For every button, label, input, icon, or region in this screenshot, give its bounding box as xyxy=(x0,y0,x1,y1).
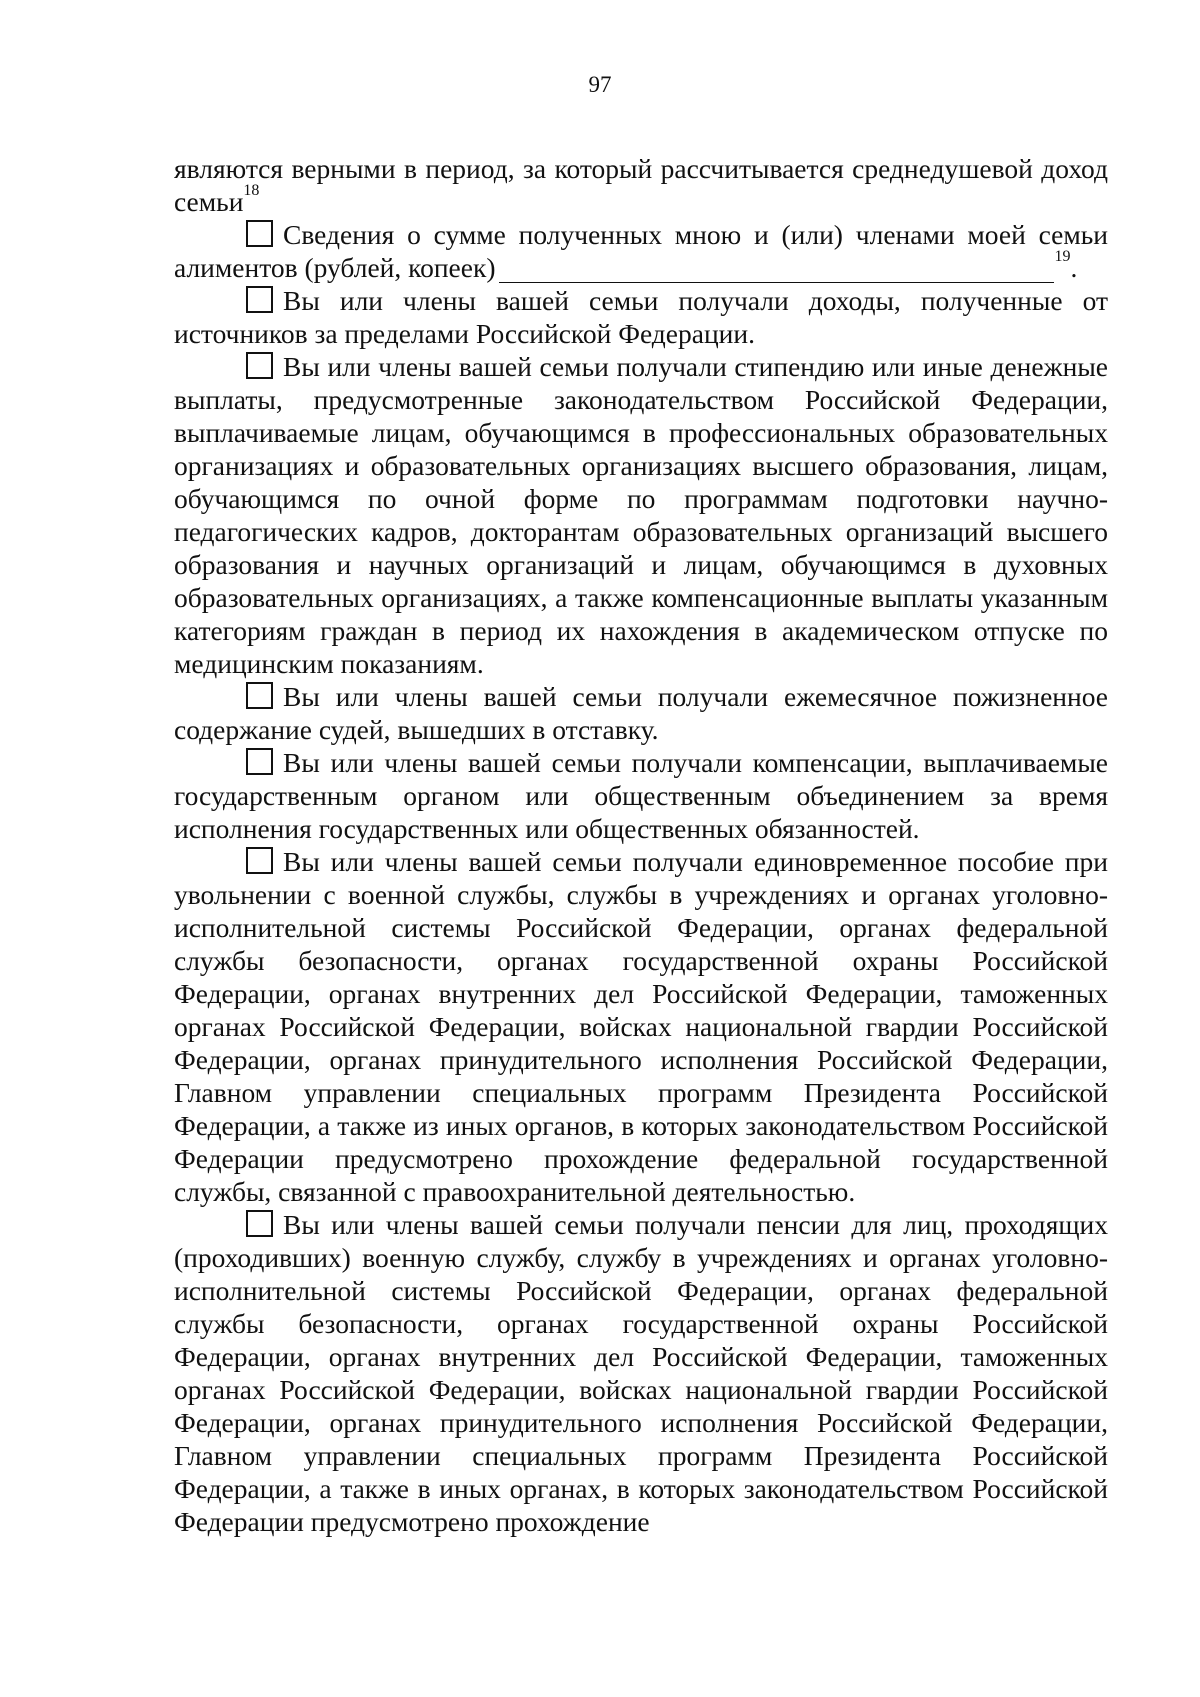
document-body xyxy=(174,152,1108,1538)
page-number: 97 xyxy=(588,72,612,97)
footnote-ref: 18 xyxy=(243,182,260,199)
paragraph-text: являются верными в период, за который рассчитывается среднедушевой доход семьи xyxy=(174,153,1108,217)
pension-checkbox[interactable] xyxy=(246,1210,273,1237)
paragraph-text: Вы или члены вашей семьи получали ежемесячное пожизненное содержание судей, вышедших в отставку. xyxy=(174,681,1108,745)
foreign-income-checkbox[interactable] xyxy=(246,286,273,313)
paragraph-text: Вы или члены вашей семьи получали доходы, полученные от источников за пределами Российской Федерации. xyxy=(174,285,1108,349)
stipend-checkbox[interactable] xyxy=(246,352,273,379)
paragraph-text: Вы или члены вашей семьи получали пенсии для лиц, проходящих (проходивших) военную службу, службу в учреждениях и органах уголовно-исполнительной системы Российской Федерации, органах федеральной службы безопасности, органах государственной охраны Российской Федерации, органах внутренних дел Российской Федерации, таможенных органах Российской Федерации, войсках национальной гвардии Российской Федерации, органах принудительного исполнения Российской Федерации, Главном управлении специальных программ Президента Российской Федерации, а также в иных органах, в которых законодательством Российской Федерации предусмотрено прохождение xyxy=(174,1209,1108,1537)
compensation-checkbox[interactable] xyxy=(246,748,273,775)
paragraph-alimony xyxy=(174,218,1108,284)
paragraph-text: Сведения о сумме полученных мною и (или) членами моей семьи алиментов (рублей, копеек) xyxy=(174,219,1108,283)
paragraph-text: Вы или члены вашей семьи получали единовременное пособие при увольнении с военной службы, службы в учреждениях и органах уголовно-исполнительной системы Российской Федерации, органах федеральной службы безопасности, органах государственной охраны Российской Федерации, органах внутренних дел Российской Федерации, таможенных органах Российской Федерации, войсках национальной гвардии Российской Федерации, органах принудительного исполнения Российской Федерации, Главном управлении специальных программ Президента Российской Федерации, а также из иных органов, в которых законодательством Российской Федерации предусмотрено прохождение федеральной государственной службы, связанной с правоохранительной деятельностью. xyxy=(174,846,1108,1207)
footnote-ref: 19 xyxy=(1054,248,1071,265)
alimony-amount-field[interactable] xyxy=(499,258,1054,283)
paragraph-text: Вы или члены вашей семьи получали стипендию или иные денежные выплаты, предусмотренные законодательством Российской Федерации, выплачиваемые лицам, обучающимся в профессиональных образовательных организациях и образовательных организациях высшего образования, лицам, обучающимся по очной форме по программам подготовки научно-педагогических кадров, докторантам образовательных организаций высшего образования и научных организаций и лицам, обучающимся в духовных образовательных организациях, а также компенсационные выплаты указанным категориям граждан в период их нахождения в академическом отпуске по медицинским показаниям. xyxy=(174,351,1108,679)
paragraph-judge-allowance xyxy=(174,680,1108,746)
paragraph-foreign-income xyxy=(174,284,1108,350)
alimony-checkbox[interactable] xyxy=(246,220,273,247)
paragraph-pension xyxy=(174,1208,1108,1538)
paragraph-stipend xyxy=(174,350,1108,680)
paragraph-compensation xyxy=(174,746,1108,845)
judge-allowance-checkbox[interactable] xyxy=(246,682,273,709)
paragraph-severance xyxy=(174,845,1108,1208)
paragraph-end: . xyxy=(1070,252,1078,283)
severance-checkbox[interactable] xyxy=(246,847,273,874)
paragraph-income-period xyxy=(174,152,1108,218)
paragraph-text: Вы или члены вашей семьи получали компенсации, выплачиваемые государственным органом или общественным объединением за время исполнения государственных или общественных обязанностей. xyxy=(174,747,1108,844)
